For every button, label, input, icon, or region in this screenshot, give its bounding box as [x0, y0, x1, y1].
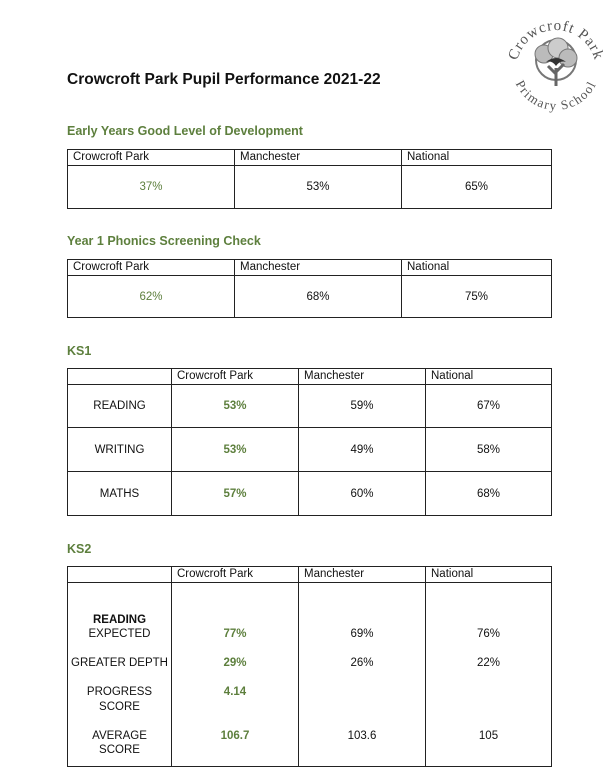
ks1-national-value: 58% — [426, 428, 552, 472]
logo-bottom-text: Primary School — [512, 77, 600, 114]
phonics-heading: Year 1 Phonics Screening Check — [67, 234, 261, 248]
ks2-school-progress: 4.14 — [223, 686, 247, 698]
col-header-manchester: Manchester — [299, 567, 426, 583]
ks2-school-column — [172, 583, 298, 766]
row-label: WRITING — [68, 428, 172, 472]
col-header-national: National — [402, 150, 552, 166]
ks2-national-expected: 76% — [476, 628, 501, 640]
row-label-expected: EXPECTED — [88, 628, 151, 640]
ks2-national-greater-depth: 22% — [476, 657, 501, 669]
row-label-progress-score: SCORE — [99, 701, 140, 713]
page-title: Crowcroft Park Pupil Performance 2021-22 — [67, 71, 381, 88]
ks2-school-average: 106.7 — [220, 730, 250, 742]
row-label-progress: PROGRESS — [86, 686, 153, 698]
col-header-school: Crowcroft Park — [172, 369, 299, 385]
ks1-table — [67, 368, 552, 516]
eyfs-heading: Early Years Good Level of Development — [67, 124, 303, 138]
row-label: MATHS — [68, 472, 172, 516]
row-label-average-score: SCORE — [99, 744, 140, 756]
col-header-national: National — [402, 260, 552, 276]
col-header-manchester: Manchester — [299, 369, 426, 385]
ks2-row-labels — [68, 583, 171, 766]
tree-icon — [535, 38, 577, 86]
phonics-national-value: 75% — [402, 276, 552, 318]
ks1-school-value: 57% — [172, 472, 299, 516]
corner-cell — [68, 369, 172, 385]
phonics-school-value: 62% — [68, 276, 235, 318]
ks1-manchester-value: 59% — [299, 385, 426, 428]
ks2-manchester-average: 103.6 — [347, 730, 377, 742]
row-label-greater-depth: GREATER DEPTH — [71, 657, 168, 669]
ks2-national-column — [426, 583, 551, 766]
ks2-school-expected: 77% — [223, 628, 247, 640]
ks2-heading: KS2 — [67, 542, 92, 556]
col-header-manchester: Manchester — [235, 260, 402, 276]
ks2-manchester-expected: 69% — [350, 628, 374, 640]
ks1-manchester-value: 60% — [299, 472, 426, 516]
school-logo — [500, 8, 612, 120]
phonics-manchester-value: 68% — [235, 276, 402, 318]
col-header-school: Crowcroft Park — [68, 150, 235, 166]
eyfs-table — [67, 149, 552, 209]
col-header-manchester: Manchester — [235, 150, 402, 166]
ks1-national-value: 68% — [426, 472, 552, 516]
col-header-national: National — [426, 567, 552, 583]
row-label-average: AVERAGE — [92, 730, 147, 742]
col-header-national: National — [426, 369, 552, 385]
eyfs-manchester-value: 53% — [235, 166, 402, 209]
ks2-table — [67, 566, 552, 767]
col-header-school: Crowcroft Park — [172, 567, 299, 583]
ks2-manchester-greater-depth: 26% — [350, 657, 374, 669]
ks1-school-value: 53% — [172, 428, 299, 472]
ks1-heading: KS1 — [67, 344, 92, 358]
ks2-subject: READING — [92, 614, 147, 626]
ks1-school-value: 53% — [172, 385, 299, 428]
ks2-national-average: 105 — [478, 730, 499, 742]
ks1-national-value: 67% — [426, 385, 552, 428]
row-label: READING — [68, 385, 172, 428]
table-row — [68, 472, 552, 516]
eyfs-national-value: 65% — [402, 166, 552, 209]
phonics-table — [67, 259, 552, 318]
logo-top-text: Crowcroft Park — [505, 17, 607, 63]
col-header-school: Crowcroft Park — [68, 260, 235, 276]
eyfs-school-value: 37% — [68, 166, 235, 209]
ks1-manchester-value: 49% — [299, 428, 426, 472]
ks2-school-greater-depth: 29% — [223, 657, 247, 669]
table-row — [68, 385, 552, 428]
table-row — [68, 428, 552, 472]
ks2-manchester-column — [299, 583, 425, 766]
corner-cell — [68, 567, 172, 583]
